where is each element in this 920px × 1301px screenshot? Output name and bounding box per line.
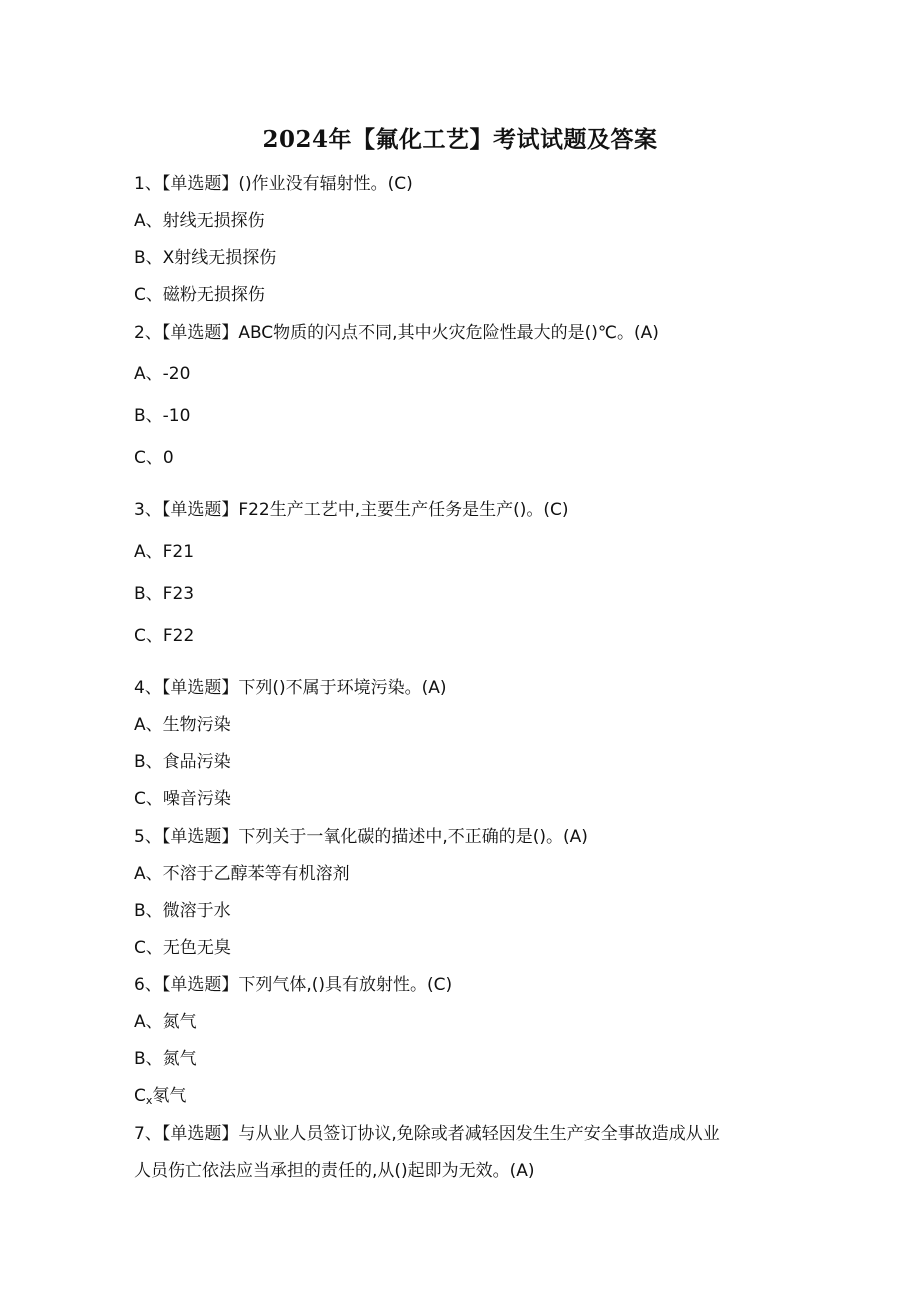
question-5-stem: 5、【单选题】下列关于一氧化碳的描述中,不正确的是()。(A) [134, 827, 588, 847]
question-4-option-b: B、食品污染 [134, 752, 231, 772]
question-1-option-a: A、射线无损探伤 [134, 211, 265, 231]
question-6-option-c-text: 氡气 [152, 1086, 187, 1106]
question-4-option-a: A、生物污染 [134, 715, 231, 735]
question-5-option-c: C、无色无臭 [134, 938, 231, 958]
question-2-option-b: B、-10 [134, 406, 191, 426]
question-6-stem: 6、【单选题】下列气体,()具有放射性。(C) [134, 975, 453, 995]
question-2-stem: 2、【单选题】ABC物质的闪点不同,其中火灾危险性最大的是()℃。(A) [134, 323, 659, 343]
question-6-option-c-letter: C [134, 1086, 146, 1106]
question-3-option-c: C、F22 [134, 626, 195, 646]
question-5-option-b: B、微溶于水 [134, 901, 231, 921]
question-6-option-c [134, 1082, 794, 1115]
question-6-option-a: A、氮气 [134, 1012, 197, 1032]
question-6-option-c-subscript: x [145, 1094, 153, 1107]
question-3-stem: 3、【单选题】F22生产工艺中,主要生产任务是生产()。(C) [134, 500, 569, 520]
question-4-stem: 4、【单选题】下列()不属于环境污染。(A) [134, 678, 447, 698]
question-3-option-b: B、F23 [134, 584, 195, 604]
question-1-stem: 1、【单选题】()作业没有辐射性。(C) [134, 174, 413, 194]
question-1-option-c: C、磁粉无损探伤 [134, 285, 265, 305]
question-2-option-a: A、-20 [134, 364, 191, 384]
question-2-option-c: C、0 [134, 448, 174, 468]
question-7-stem-line-2: 人员伤亡依法应当承担的责任的,从()起即为无效。(A) [134, 1161, 535, 1181]
question-7-stem-line-1: 7、【单选题】与从业人员签订协议,免除或者减轻因发生生产安全事故造成从业 [134, 1124, 720, 1144]
question-3-option-a: A、F21 [134, 542, 195, 562]
question-4-option-c: C、噪音污染 [134, 789, 231, 809]
question-6-option-b: B、氮气 [134, 1049, 197, 1069]
question-1-option-b: B、X射线无损探伤 [134, 248, 277, 268]
page-title: 2024年【氟化工艺】考试试题及答案 [262, 126, 658, 153]
question-5-option-a: A、不溶于乙醇苯等有机溶剂 [134, 864, 350, 884]
